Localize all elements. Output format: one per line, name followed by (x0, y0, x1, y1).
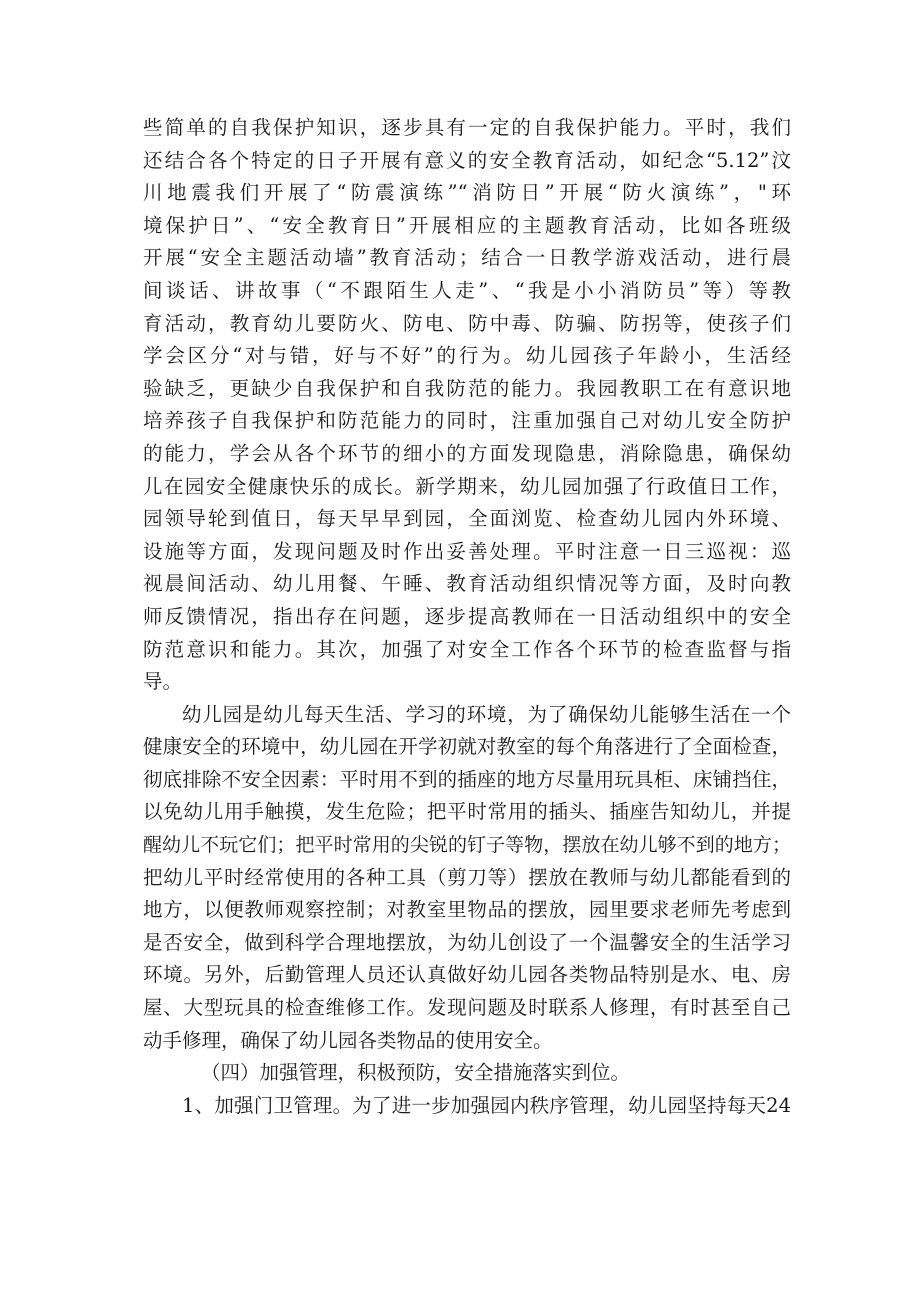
text-line: 些简单的自我保护知识，逐步具有一定的自我保护能力。平时，我们 (143, 116, 791, 139)
text-line: 学会区分“对与错，好与不好”的行为。幼儿园孩子年龄小，生活经 (143, 344, 791, 368)
text-line: 屋、大型玩具的检查维修工作。发现问题及时联系人修理，有时甚至自己 (143, 996, 791, 1020)
section-heading: （四）加强管理，积极预防，安全措施落实到位。 (201, 1061, 631, 1085)
text-line: 培养孩子自我保护和防范能力的同时，注重加强自己对幼儿安全防护 (143, 409, 791, 433)
text-line: 川地震我们开展了“防震演练”“消防日”开展“防火演练”，"环 (143, 181, 791, 205)
text-line: 防范意识和能力。其次，加强了对安全工作各个环节的检查监督与指 (143, 637, 791, 661)
numbered-item: 1、加强门卫管理。为了进一步加强园内秩序管理，幼儿园坚持每天24 (182, 1093, 791, 1117)
text-line: 验缺乏，更缺少自我保护和自我防范的能力。我园教职工在有意识地 (143, 376, 791, 400)
text-line: 还结合各个特定的日子开展有意义的安全教育活动，如纪念“5.12”汶 (143, 148, 791, 172)
text-line: 师反馈情况，指出存在问题，逐步提高教师在一日活动组织中的安全 (143, 604, 791, 628)
text-line: 开展“安全主题活动墙”教育活动；结合一日教学游戏活动，进行晨 (143, 246, 791, 270)
text-line: 儿在园安全健康快乐的成长。新学期来，幼儿园加强了行政值日工作， (143, 474, 791, 498)
text-line: 视晨间活动、幼儿用餐、午睡、教育活动组织情况等方面，及时向教 (143, 572, 791, 596)
body-text (143, 112, 791, 1122)
text-line: 育活动，教育幼儿要防火、防电、防中毒、防骗、防拐等，使孩子们 (143, 311, 791, 335)
text-line: 把幼儿平时经常使用的各种工具（剪刀等）摆放在教师与幼儿都能看到的 (143, 865, 791, 889)
text-line: 以免幼儿用手触摸，发生危险；把平时常用的插头、插座告知幼儿，并提 (143, 800, 791, 824)
text-line: 环境。另外，后勤管理人员还认真做好幼儿园各类物品特别是水、电、房 (143, 963, 791, 987)
text-line: 醒幼儿不玩它们；把平时常用的尖锐的钉子等物，摆放在幼儿够不到的地方； (143, 834, 791, 857)
text-line: 园领导轮到值日，每天早早到园，全面浏览、检查幼儿园内外环境、 (143, 507, 791, 531)
text-line: 地方，以便教师观察控制；对教室里物品的摆放，园里要求老师先考虑到 (143, 898, 791, 922)
text-line: 导。 (143, 670, 183, 694)
text-line: 设施等方面，发现问题及时作出妥善处理。平时注意一日三巡视：巡 (143, 539, 791, 563)
text-line: 的能力，学会从各个环节的细小的方面发现隐患，消除隐患，确保幼 (143, 441, 791, 465)
text-line: 间谈话、讲故事（“不跟陌生人走”、“我是小小消防员”等）等教 (143, 278, 791, 302)
text-line: 境保护日”、“安全教育日”开展相应的主题教育活动，比如各班级 (143, 213, 791, 237)
text-line: 彻底排除不安全因素：平时用不到的插座的地方尽量用玩具柜、床铺挡住， (143, 767, 791, 791)
text-line: 动手修理，确保了幼儿园各类物品的使用安全。 (143, 1028, 553, 1052)
paragraph-first-line: 幼儿园是幼儿每天生活、学习的环境，为了确保幼儿能够生活在一个 (182, 702, 791, 726)
text-line: 是否安全，做到科学合理地摆放，为幼儿创设了一个温馨安全的生活学习 (143, 930, 791, 954)
text-line: 健康安全的环境中，幼儿园在开学初就对教室的每个角落进行了全面检查， (143, 735, 791, 759)
